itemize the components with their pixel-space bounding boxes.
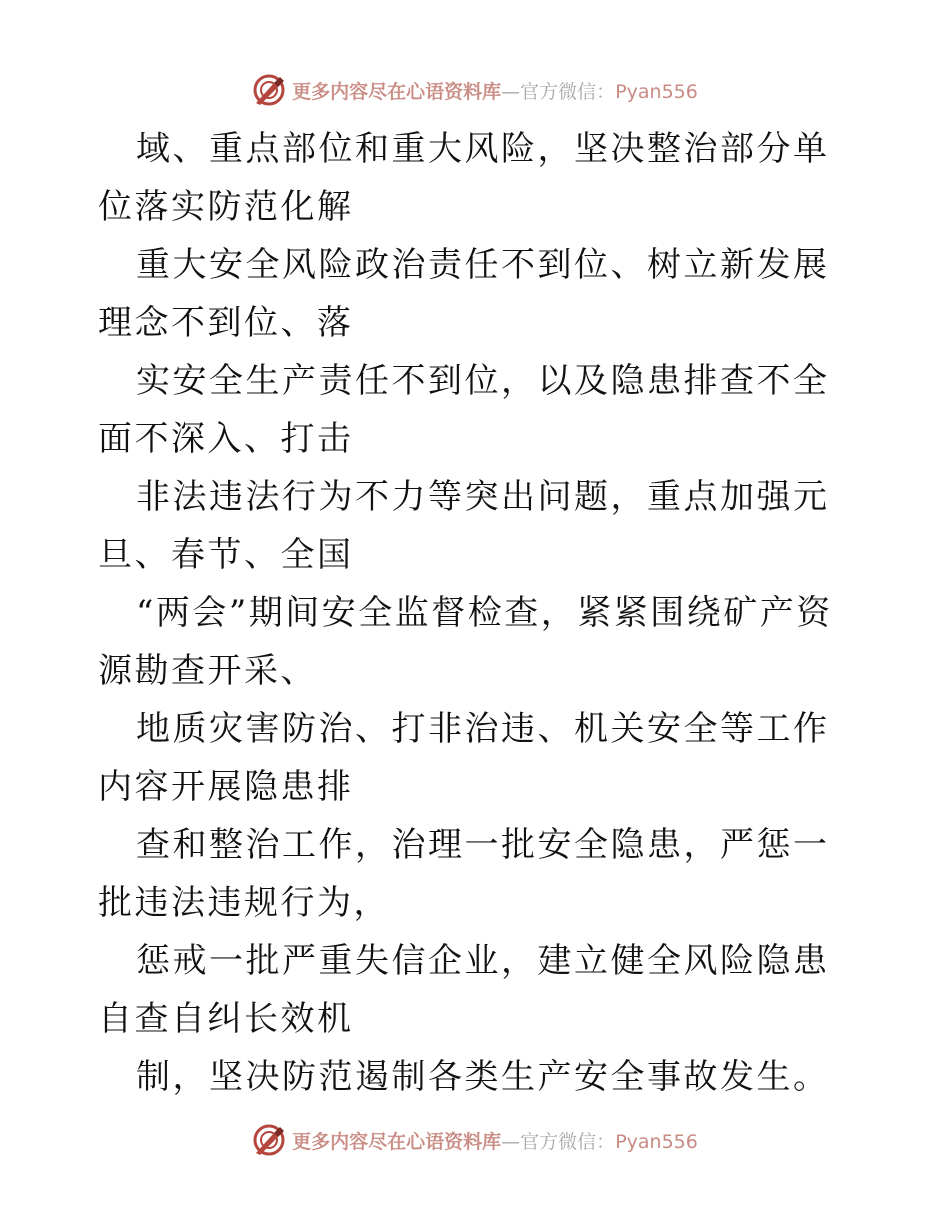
- header-dash: —: [501, 80, 521, 103]
- header-banner: [0, 70, 950, 110]
- document-body: [98, 120, 858, 1106]
- paragraph-1: 域、重点部位和重大风险，坚决整治部分单位落实防范化解: [98, 129, 830, 227]
- footer-dash: —: [501, 1130, 521, 1153]
- paragraph-5: “两会”期间安全监督检查，紧紧围绕矿产资源勘查开采、: [98, 593, 833, 691]
- paragraph-3: 实安全生产责任不到位，以及隐患排查不全面不深入、打击: [98, 361, 830, 459]
- paragraph-2: 重大安全风险政治责任不到位、树立新发展理念不到位、落: [98, 245, 830, 343]
- paragraph-9: 制，坚决防范遏制各类生产安全事故发生。: [136, 1057, 830, 1097]
- header-label: 官方微信：: [520, 80, 616, 103]
- footer-brand: 更多内容尽在心语资料库: [292, 1130, 502, 1153]
- header-brand: 更多内容尽在心语资料库: [292, 80, 502, 103]
- paragraph-4: 非法违法行为不力等突出问题，重点加强元旦、春节、全国: [98, 477, 830, 575]
- paragraph-8: 惩戒一批严重失信企业，建立健全风险隐患自查自纠长效机: [98, 941, 830, 1039]
- footer-label: 官方微信：: [520, 1130, 616, 1153]
- paragraph-6: 地质灾害防治、打非治违、机关安全等工作内容开展隐患排: [98, 709, 830, 807]
- paragraph-7: 查和整治工作，治理一批安全隐患，严惩一批违法违规行为，: [98, 825, 830, 923]
- footer-banner: [0, 1120, 950, 1160]
- footer-text: [292, 1127, 698, 1154]
- footer-id: Pyan556: [615, 1130, 698, 1153]
- header-text: [292, 77, 698, 104]
- pen-logo-icon: [252, 1123, 286, 1157]
- header-id: Pyan556: [615, 80, 698, 103]
- pen-logo-icon: [252, 73, 286, 107]
